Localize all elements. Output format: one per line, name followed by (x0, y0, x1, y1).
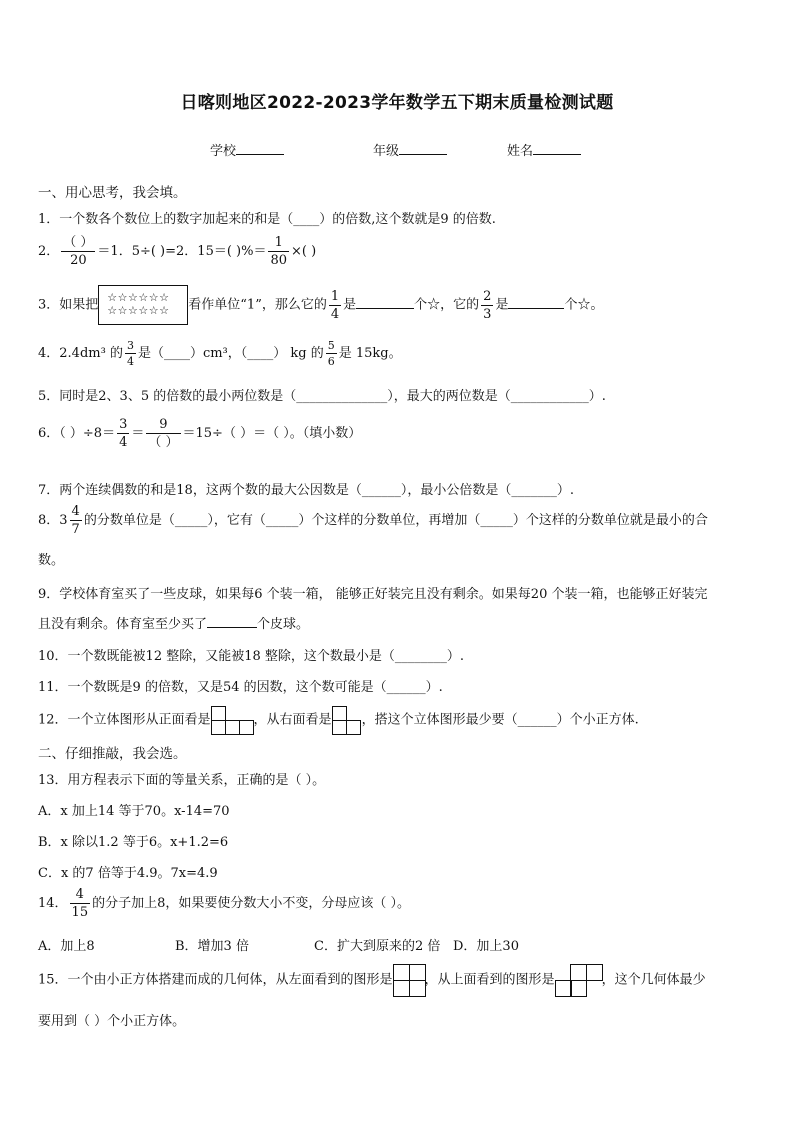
question-9-continued: 且没有剩余。体育室至少买了 个皮球。 (38, 617, 310, 632)
fraction: $\frac{4}{7}$ (71, 504, 80, 537)
school-blank[interactable] (236, 142, 284, 155)
question-13: 13．用方程表示下面的等量关系，正确的是（ ）。 (38, 773, 326, 788)
question-1: 1．一个数各个数位上的数字加起来的和是（____）的倍数,这个数就是9 的倍数. (38, 212, 496, 227)
question-5: 5．同时是2、3、5 的倍数的最小两位数是（______________），最大的两位数是（____________）. (38, 389, 606, 404)
page-title: 日喀则地区2022-2023学年数学五下期末质量检测试题 (180, 93, 614, 113)
question-3: 3．如果把 ☆☆☆☆☆☆ ☆☆☆☆☆☆ 看作单位“1”，那么它的 $\frac{1}{4}$ 是 个☆，它的 $\frac{2}{3}$ 是 个☆。 (38, 285, 603, 325)
section-heading-fill: 一、用心思考，我会填。 (38, 185, 187, 201)
question-10: 10．一个数既能被12 整除，又能被18 整除，这个数最小是（________）. (38, 649, 465, 664)
option-14-a[interactable]: A．加上8 (38, 939, 95, 954)
option-14-d[interactable]: D．加上30 (453, 939, 519, 954)
question-15-continued: 要用到（ ）个小正方体。 (38, 1014, 186, 1029)
question-12: 12．一个立体图形从正面看是 ，从右面看是 ，搭这个立体图形最少要（______）个小正方体. (38, 706, 639, 734)
fraction: $\frac{9}{( )}$ (148, 417, 179, 450)
answer-blank[interactable] (356, 296, 414, 309)
front-view-figure (211, 706, 254, 734)
question-15: 15．一个由小正方体搭建而成的几何体，从左面看到的图形是 ，从上面看到的图形是 ，这个几何体最少 (38, 964, 706, 996)
question-7: 7．两个连续偶数的和是18，这两个数的最大公因数是（______），最小公倍数是（_______）. (38, 483, 574, 498)
fraction: $\frac{3}{4}$ (126, 339, 134, 368)
fraction: $\frac{5}{6}$ (327, 339, 335, 368)
fraction: $\frac{4}{15}$ (71, 887, 89, 920)
star-box: ☆☆☆☆☆☆ ☆☆☆☆☆☆ (98, 285, 188, 325)
question-11: 11．一个数既是9 的倍数，又是54 的因数，这个数可能是（______）. (38, 680, 443, 695)
top-view-figure (555, 964, 602, 996)
fraction: $\frac{1}{80}$ (270, 235, 288, 268)
fraction: $\frac{2}{3}$ (483, 288, 492, 322)
grade-field: 年级 (373, 140, 447, 159)
option-14-c[interactable]: C．扩大到原来的2 倍 (314, 939, 441, 954)
option-13-a[interactable]: A．x 加上14 等于70。x-14=70 (38, 804, 230, 819)
question-14: 14． $\frac{4}{15}$ 的分子加上8，如果要使分数大小不变，分母应该（ ）。 (38, 887, 410, 920)
option-13-b[interactable]: B．x 除以1.2 等于6。x+1.2=6 (38, 835, 229, 850)
fraction: $\frac{3}{4}$ (119, 417, 128, 450)
name-blank[interactable] (533, 142, 581, 155)
grade-blank[interactable] (399, 142, 447, 155)
answer-blank[interactable] (508, 296, 564, 309)
option-14-b[interactable]: B．增加3 倍 (175, 939, 249, 954)
name-field: 姓名 (507, 140, 581, 159)
fraction: $\frac{1}{4}$ (330, 288, 340, 322)
left-view-figure (393, 964, 425, 996)
question-6: 6．（ ）÷8＝ $\frac{3}{4}$ ＝ $\frac{9}{( )}$ ＝15÷（ ）＝（ ）。（填小数） (38, 417, 362, 450)
question-4: 4．2.4dm³ 的 $\frac{3}{4}$ 是（____）cm³，（____） kg 的 $\frac{5}{6}$ 是 15kg。 (38, 339, 402, 368)
question-2: 2． $\frac{( )}{20}$ ＝1．5÷( )=2．15＝( )%＝ $\frac{1}{80}$ ×( ) (38, 235, 317, 268)
question-9: 9．学校体育室买了一些皮球，如果每6 个装一箱， 能够正好装完且没有剩余。如果每20 个装一箱，也能够正好装完 (38, 587, 708, 602)
question-8: 8．3 $\frac{4}{7}$ 的分数单位是（_____），它有（_____）个这样的分数单位，再增加（_____）个这样的分数单位就是最小的合 (38, 504, 708, 537)
option-13-c[interactable]: C．x 的7 倍等于4.9。7x=4.9 (38, 866, 218, 881)
school-field: 学校 (210, 140, 284, 159)
question-8-continued: 数。 (38, 553, 65, 568)
answer-blank[interactable] (207, 615, 257, 628)
section-heading-choose: 二、仔细推敲，我会选。 (38, 746, 187, 762)
fraction: $\frac{( )}{20}$ (63, 235, 94, 268)
right-view-figure (332, 706, 362, 734)
